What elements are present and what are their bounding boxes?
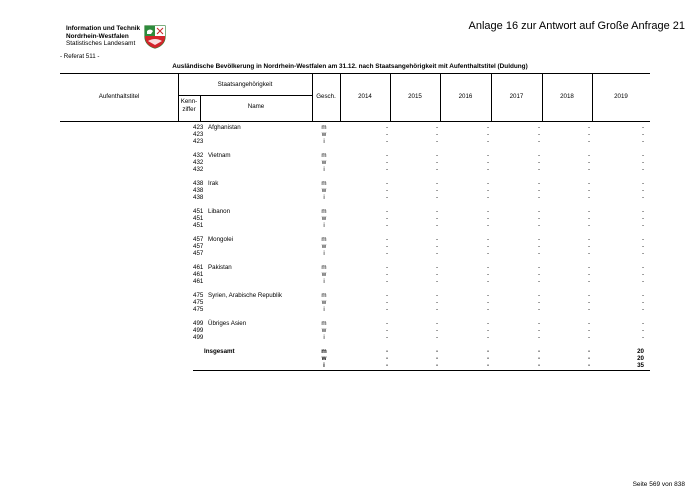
kennziffer-cell: 438	[193, 187, 204, 194]
sex-cell: m	[321, 320, 327, 327]
value-cell: 20	[637, 348, 644, 355]
value-cell: -	[435, 264, 438, 271]
value-cell: -	[486, 243, 489, 250]
value-cell: -	[486, 187, 489, 194]
sex-cell: w	[321, 159, 327, 166]
value-cell: -	[385, 194, 388, 201]
value-cell: -	[641, 215, 644, 222]
value-cell: -	[537, 236, 540, 243]
value-cell: -	[537, 243, 540, 250]
value-cell: -	[537, 355, 540, 362]
value-cell: 20	[637, 355, 644, 362]
kennziffer-cell: 423	[193, 131, 204, 138]
value-cell: -	[537, 292, 540, 299]
kennziffer-cell: 499	[193, 320, 204, 327]
country-name-cell: Übriges Asien	[208, 320, 247, 327]
org-name-line1: Information und Technik	[66, 25, 141, 32]
value-cell: -	[385, 243, 388, 250]
value-cell: -	[435, 306, 438, 313]
value-cell: -	[385, 159, 388, 166]
kennziffer-cell: 499	[193, 334, 204, 341]
value-cell: -	[385, 131, 388, 138]
value-cell: -	[587, 215, 590, 222]
value-cell: -	[641, 124, 644, 131]
value-cell: -	[537, 306, 540, 313]
value-cell: -	[486, 194, 489, 201]
value-cell: -	[587, 264, 590, 271]
value-cell: -	[486, 152, 489, 159]
value-cell: -	[435, 166, 438, 173]
column-year-2016: 2016	[458, 93, 473, 100]
value-cell: -	[435, 159, 438, 166]
column-geschlecht: Gesch.	[316, 93, 336, 100]
value-cell: -	[435, 131, 438, 138]
table-row	[60, 362, 650, 369]
table-row	[60, 334, 650, 341]
table-row	[60, 131, 650, 138]
value-cell: -	[385, 320, 388, 327]
value-cell: -	[486, 264, 489, 271]
value-cell: -	[385, 299, 388, 306]
country-name-cell: Afghanistan	[208, 124, 241, 131]
sex-cell: m	[321, 180, 327, 187]
value-cell: -	[486, 208, 489, 215]
sex-cell: m	[321, 208, 327, 215]
value-cell: -	[587, 250, 590, 257]
sex-cell: i	[323, 278, 325, 285]
value-cell: -	[537, 138, 540, 145]
sex-cell: m	[321, 236, 327, 243]
value-cell: -	[587, 355, 590, 362]
value-cell: -	[641, 243, 644, 250]
value-cell: -	[641, 271, 644, 278]
value-cell: -	[641, 264, 644, 271]
value-cell: -	[486, 180, 489, 187]
value-cell: -	[587, 159, 590, 166]
value-cell: -	[641, 166, 644, 173]
country-name-cell: Mongolei	[208, 236, 234, 243]
value-cell: -	[537, 215, 540, 222]
country-name-cell: Syrien, Arabische Republik	[208, 292, 282, 299]
sex-cell: w	[321, 299, 327, 306]
value-cell: -	[486, 215, 489, 222]
org-name-line3: Statistisches Landesamt	[66, 40, 136, 48]
country-name-cell: Vietnam	[208, 152, 231, 159]
table-row	[60, 306, 650, 313]
value-cell: 35	[637, 362, 644, 369]
value-cell: -	[486, 159, 489, 166]
department-label: - Referat 511 -	[60, 53, 100, 60]
table-row	[60, 138, 650, 145]
value-cell: -	[435, 271, 438, 278]
value-cell: -	[537, 320, 540, 327]
value-cell: -	[385, 138, 388, 145]
value-cell: -	[587, 138, 590, 145]
table-row	[60, 355, 650, 362]
value-cell: -	[486, 334, 489, 341]
value-cell: -	[385, 306, 388, 313]
value-cell: -	[641, 299, 644, 306]
value-cell: -	[486, 222, 489, 229]
value-cell: -	[486, 362, 489, 369]
value-cell: -	[486, 124, 489, 131]
value-cell: -	[641, 327, 644, 334]
value-cell: -	[537, 124, 540, 131]
value-cell: -	[537, 166, 540, 173]
table-caption: Ausländische Bevölkerung in Nordrhein-Westfalen am 31.12. nach Staatsangehörigkeit mit Aufenthaltstitel (Duldung)	[172, 63, 528, 70]
value-cell: -	[486, 250, 489, 257]
kennziffer-cell: 461	[193, 271, 204, 278]
value-cell: -	[435, 180, 438, 187]
value-cell: -	[486, 306, 489, 313]
column-year-2017: 2017	[509, 93, 524, 100]
column-staatsangehoerigkeit: Staatsangehörigkeit	[217, 81, 273, 88]
value-cell: -	[486, 348, 489, 355]
value-cell: -	[587, 271, 590, 278]
table-row	[60, 222, 650, 229]
value-cell: -	[537, 278, 540, 285]
kennziffer-cell: 423	[193, 138, 204, 145]
value-cell: -	[641, 180, 644, 187]
value-cell: -	[641, 278, 644, 285]
table-row	[60, 159, 650, 166]
kennziffer-cell: 438	[193, 194, 204, 201]
value-cell: -	[537, 334, 540, 341]
value-cell: -	[587, 208, 590, 215]
value-cell: -	[537, 194, 540, 201]
value-cell: -	[486, 299, 489, 306]
value-cell: -	[385, 124, 388, 131]
value-cell: -	[587, 194, 590, 201]
value-cell: -	[587, 306, 590, 313]
value-cell: -	[641, 334, 644, 341]
sex-cell: w	[321, 187, 327, 194]
value-cell: -	[435, 278, 438, 285]
value-cell: -	[486, 355, 489, 362]
sex-cell: w	[321, 355, 327, 362]
sex-cell: w	[321, 131, 327, 138]
value-cell: -	[435, 334, 438, 341]
value-cell: -	[587, 362, 590, 369]
value-cell: -	[385, 355, 388, 362]
value-cell: -	[385, 334, 388, 341]
value-cell: -	[385, 264, 388, 271]
sex-cell: m	[321, 124, 327, 131]
table-row	[60, 187, 650, 194]
table-row	[60, 299, 650, 306]
document-annex-title: Anlage 16 zur Antwort auf Große Anfrage 21	[468, 20, 685, 32]
value-cell: -	[537, 348, 540, 355]
column-kennziffer-line2: ziffer	[182, 106, 196, 113]
value-cell: -	[435, 348, 438, 355]
total-underline	[193, 370, 650, 371]
value-cell: -	[641, 320, 644, 327]
kennziffer-cell: 457	[193, 236, 204, 243]
value-cell: -	[435, 152, 438, 159]
value-cell: -	[435, 187, 438, 194]
table-row	[60, 264, 650, 271]
value-cell: -	[385, 187, 388, 194]
value-cell: -	[587, 278, 590, 285]
value-cell: -	[486, 138, 489, 145]
table-row	[60, 236, 650, 243]
value-cell: -	[537, 250, 540, 257]
sex-cell: w	[321, 243, 327, 250]
value-cell: -	[486, 320, 489, 327]
nrw-coat-of-arms-icon	[142, 23, 168, 49]
value-cell: -	[641, 194, 644, 201]
column-year-2019: 2019	[614, 93, 628, 100]
sex-cell: m	[321, 292, 327, 299]
value-cell: -	[537, 208, 540, 215]
kennziffer-cell: 423	[193, 124, 204, 131]
table-header	[60, 73, 650, 122]
kennziffer-cell: 451	[193, 208, 204, 215]
table-row	[60, 180, 650, 187]
value-cell: -	[486, 166, 489, 173]
country-name-cell: Irak	[208, 180, 219, 187]
kennziffer-cell: 475	[193, 292, 204, 299]
value-cell: -	[435, 236, 438, 243]
value-cell: -	[435, 124, 438, 131]
value-cell: -	[385, 362, 388, 369]
column-kennziffer-line1: Kenn-	[180, 98, 198, 105]
table-row	[60, 215, 650, 222]
value-cell: -	[385, 166, 388, 173]
page-number: Seite 569 von 838	[632, 481, 685, 488]
sex-cell: m	[321, 348, 327, 355]
value-cell: -	[435, 215, 438, 222]
value-cell: -	[641, 187, 644, 194]
table-row	[60, 166, 650, 173]
value-cell: -	[537, 299, 540, 306]
sex-cell: i	[323, 166, 325, 173]
sex-cell: w	[321, 271, 327, 278]
value-cell: -	[641, 159, 644, 166]
country-name-cell: Pakistan	[208, 264, 232, 271]
value-cell: -	[486, 236, 489, 243]
value-cell: -	[537, 152, 540, 159]
column-aufenthaltstitel: Aufenthaltstitel	[98, 93, 140, 100]
value-cell: -	[641, 152, 644, 159]
kennziffer-cell: 451	[193, 215, 204, 222]
value-cell: -	[587, 320, 590, 327]
column-year-2018: 2018	[560, 93, 574, 100]
value-cell: -	[385, 250, 388, 257]
value-cell: -	[385, 180, 388, 187]
kennziffer-cell: 457	[193, 250, 204, 257]
value-cell: -	[435, 222, 438, 229]
kennziffer-cell: 432	[193, 166, 204, 173]
table-row	[60, 327, 650, 334]
value-cell: -	[435, 208, 438, 215]
value-cell: -	[587, 299, 590, 306]
value-cell: -	[537, 271, 540, 278]
value-cell: -	[486, 131, 489, 138]
value-cell: -	[641, 208, 644, 215]
value-cell: -	[537, 327, 540, 334]
kennziffer-cell: 499	[193, 327, 204, 334]
value-cell: -	[385, 278, 388, 285]
value-cell: -	[587, 166, 590, 173]
value-cell: -	[435, 362, 438, 369]
table-row	[60, 320, 650, 327]
value-cell: -	[641, 306, 644, 313]
table-row	[60, 124, 650, 131]
value-cell: -	[641, 131, 644, 138]
kennziffer-cell: 475	[193, 299, 204, 306]
sex-cell: w	[321, 327, 327, 334]
value-cell: -	[587, 327, 590, 334]
kennziffer-cell: 438	[193, 180, 204, 187]
value-cell: -	[641, 236, 644, 243]
org-name-line2: Nordrhein-Westfalen	[66, 32, 129, 40]
value-cell: -	[537, 187, 540, 194]
value-cell: -	[435, 250, 438, 257]
sex-cell: m	[321, 264, 327, 271]
column-year-2014: 2014	[358, 93, 372, 100]
value-cell: -	[486, 292, 489, 299]
table-row	[60, 243, 650, 250]
value-cell: -	[641, 222, 644, 229]
value-cell: -	[385, 236, 388, 243]
value-cell: -	[537, 222, 540, 229]
value-cell: -	[486, 278, 489, 285]
kennziffer-cell: 451	[193, 222, 204, 229]
value-cell: -	[641, 138, 644, 145]
sex-cell: i	[323, 362, 325, 369]
value-cell: -	[435, 327, 438, 334]
kennziffer-cell: 432	[193, 159, 204, 166]
sex-cell: i	[323, 194, 325, 201]
value-cell: -	[587, 236, 590, 243]
country-name-cell: Insgesamt	[204, 348, 235, 355]
sex-cell: m	[321, 152, 327, 159]
sex-cell: i	[323, 138, 325, 145]
table-row	[60, 194, 650, 201]
value-cell: -	[385, 348, 388, 355]
sex-cell: w	[321, 215, 327, 222]
table-row	[60, 278, 650, 285]
value-cell: -	[385, 327, 388, 334]
kennziffer-cell: 461	[193, 264, 204, 271]
value-cell: -	[435, 320, 438, 327]
value-cell: -	[537, 180, 540, 187]
value-cell: -	[486, 327, 489, 334]
value-cell: -	[641, 292, 644, 299]
value-cell: -	[587, 152, 590, 159]
value-cell: -	[435, 138, 438, 145]
table-row	[60, 292, 650, 299]
value-cell: -	[587, 243, 590, 250]
kennziffer-cell: 432	[193, 152, 204, 159]
column-name: Name	[247, 103, 265, 110]
value-cell: -	[486, 271, 489, 278]
value-cell: -	[385, 208, 388, 215]
value-cell: -	[587, 222, 590, 229]
org-logo-text	[66, 25, 140, 48]
value-cell: -	[385, 152, 388, 159]
value-cell: -	[385, 222, 388, 229]
value-cell: -	[435, 355, 438, 362]
table-row	[60, 152, 650, 159]
kennziffer-cell: 461	[193, 278, 204, 285]
value-cell: -	[435, 299, 438, 306]
kennziffer-cell: 457	[193, 243, 204, 250]
sex-cell: i	[323, 334, 325, 341]
value-cell: -	[587, 131, 590, 138]
table-row	[60, 208, 650, 215]
value-cell: -	[537, 131, 540, 138]
column-kennziffer	[178, 98, 200, 114]
value-cell: -	[587, 334, 590, 341]
country-name-cell: Libanon	[208, 208, 231, 215]
table-row	[60, 250, 650, 257]
value-cell: -	[385, 271, 388, 278]
value-cell: -	[587, 187, 590, 194]
value-cell: -	[587, 124, 590, 131]
column-year-2015: 2015	[408, 93, 422, 100]
value-cell: -	[587, 348, 590, 355]
value-cell: -	[641, 250, 644, 257]
value-cell: -	[435, 292, 438, 299]
value-cell: -	[435, 243, 438, 250]
sex-cell: i	[323, 250, 325, 257]
kennziffer-cell: 475	[193, 306, 204, 313]
sex-cell: i	[323, 306, 325, 313]
value-cell: -	[385, 292, 388, 299]
value-cell: -	[587, 292, 590, 299]
value-cell: -	[537, 159, 540, 166]
value-cell: -	[537, 264, 540, 271]
table-row	[60, 348, 650, 355]
table-row	[60, 271, 650, 278]
value-cell: -	[435, 194, 438, 201]
value-cell: -	[537, 362, 540, 369]
value-cell: -	[587, 180, 590, 187]
value-cell: -	[385, 215, 388, 222]
sex-cell: i	[323, 222, 325, 229]
